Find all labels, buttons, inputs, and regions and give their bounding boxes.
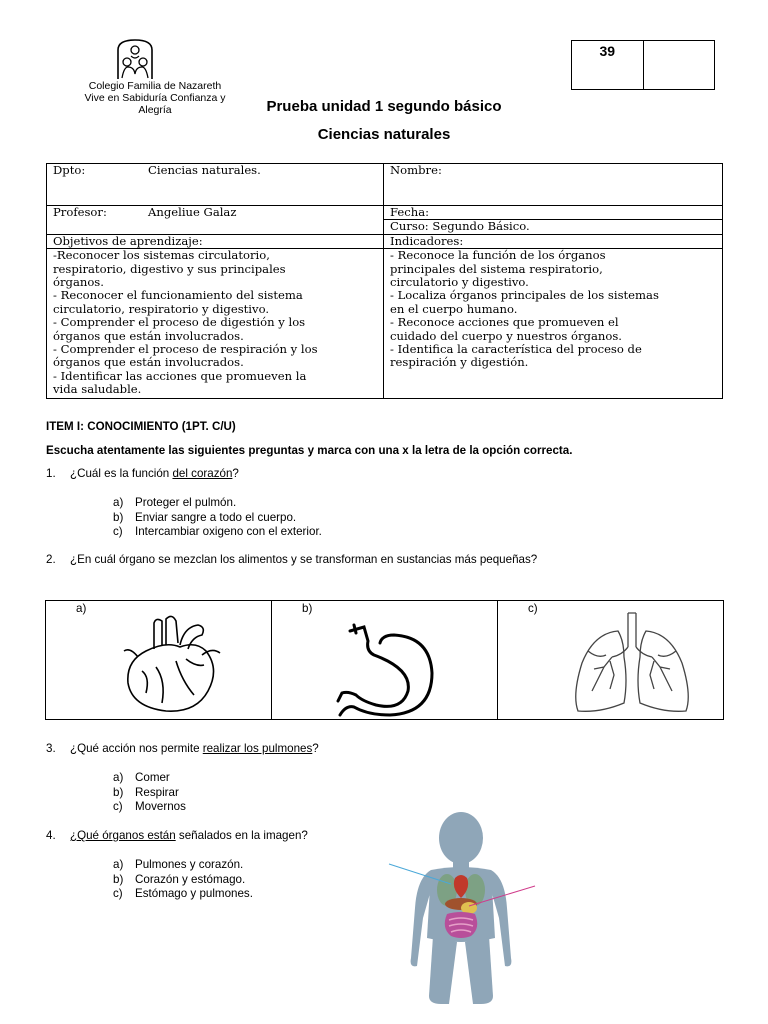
indicador-line: respiración y digestión.: [390, 355, 529, 370]
nombre-cell[interactable]: [384, 164, 723, 206]
score-blank[interactable]: [644, 41, 715, 89]
profesor-cell: [47, 206, 384, 235]
question-text: ?: [232, 467, 239, 480]
option-letter: b): [302, 602, 313, 615]
option-letter: c): [113, 800, 123, 814]
question-text: ¿Cuál es la función: [70, 467, 173, 480]
option-text: Estómago y pulmones.: [135, 887, 253, 901]
objetivo-line: órganos.: [53, 275, 104, 290]
option-text: Respirar: [135, 785, 179, 799]
objetivo-line: circulatorio, respiratorio y digestivo.: [53, 301, 270, 316]
profesor-value: Angeliue Galaz: [148, 205, 237, 219]
option-c[interactable]: [113, 887, 253, 902]
option-letter: c): [113, 525, 123, 539]
image-option-a[interactable]: [46, 601, 272, 719]
score-value: 39: [572, 41, 644, 89]
indicadores-label: Indicadores:: [390, 233, 464, 248]
option-text: Comer: [135, 771, 170, 784]
question-2: [46, 553, 537, 566]
option-b[interactable]: [113, 786, 186, 801]
page-subtitle: Ciencias naturales: [317, 126, 451, 143]
indicadores-list: [384, 249, 723, 398]
objetivo-line: respiratorio, digestivo y sus principales: [53, 261, 286, 276]
option-letter: b): [113, 785, 124, 799]
option-letter: c): [528, 602, 538, 615]
objetivo-line: -Reconocer los sistemas circulatorio,: [53, 248, 270, 263]
option-b[interactable]: [113, 511, 322, 526]
objetivo-line: órganos que están involucrados.: [53, 328, 244, 343]
question-4: [46, 829, 308, 842]
indicador-line: cuidado del cuerpo y nuestros órganos.: [390, 328, 622, 343]
body-organs-figure-icon: [385, 808, 537, 1006]
option-text: Pulmones y corazón.: [135, 858, 244, 871]
option-text: Enviar sangre a todo el cuerpo.: [135, 510, 297, 524]
curso-cell: [384, 220, 723, 234]
option-b[interactable]: [113, 873, 253, 888]
q1-options: [113, 496, 322, 540]
indicador-line: principales del sistema respiratorio,: [390, 261, 603, 276]
question-number: 2.: [46, 553, 56, 566]
option-text: Corazón y estómago.: [135, 872, 246, 886]
option-letter: a): [113, 858, 124, 871]
dpto-cell: [47, 164, 384, 206]
question-text-underlined: del corazón: [172, 467, 233, 480]
question-number: 4.: [46, 829, 56, 842]
school-logo: [112, 38, 158, 80]
nombre-label: Nombre:: [390, 163, 442, 177]
question-number: 3.: [46, 742, 56, 755]
question-text: ¿En cuál órgano se mezclan los alimentos y se transforman en sustancias más pequeñas?: [70, 553, 538, 566]
q3-options: [113, 771, 186, 815]
lungs-drawing-icon: [570, 611, 694, 715]
curso-value: Curso: Segundo Básico.: [390, 219, 530, 234]
question-text: ¿Qué acción nos permite: [70, 742, 203, 755]
score-box: [571, 40, 715, 90]
indicador-line: en el cuerpo humano.: [390, 301, 518, 316]
indicador-line: circulatorio y digestivo.: [390, 275, 529, 290]
indicador-line: - Localiza órganos principales de los sistemas: [390, 288, 659, 303]
objetivo-line: - Reconocer el funcionamiento del sistema: [53, 288, 303, 303]
item-instruction: Escucha atentamente las siguientes preguntas y marca con una x la letra de la opción correcta.: [46, 444, 573, 457]
profesor-label: Profesor:: [53, 205, 107, 219]
school-name: Colegio Familia de Nazareth: [88, 80, 222, 92]
objetivo-line: - Comprender el proceso de respiración y los: [53, 342, 318, 357]
option-c[interactable]: [113, 800, 186, 815]
objetivos-label: Objetivos de aprendizaje:: [53, 233, 203, 248]
objetivo-line: vida saludable.: [53, 382, 142, 397]
fecha-cell[interactable]: [384, 206, 723, 220]
option-a[interactable]: [113, 858, 253, 873]
page-title: Prueba unidad 1 segundo básico: [266, 98, 502, 115]
q4-options: [113, 858, 253, 902]
indicador-line: - Reconoce acciones que promueven el: [390, 315, 619, 330]
option-text: Intercambiar oxigeno con el exterior.: [135, 525, 322, 539]
objetivos-list: [47, 249, 384, 398]
question-3: [46, 742, 319, 755]
option-a[interactable]: [113, 771, 186, 786]
indicadores-header: [384, 234, 723, 248]
fecha-label: Fecha:: [390, 205, 430, 219]
question-text-underlined: realizar los pulmones: [202, 742, 313, 755]
question-text-underlined: ¿Qué órganos están: [70, 829, 176, 842]
option-letter: a): [113, 771, 124, 784]
option-letter: b): [113, 872, 124, 886]
objetivos-header: [47, 234, 384, 248]
option-letter: a): [113, 496, 124, 509]
image-option-c[interactable]: [498, 601, 723, 719]
option-a[interactable]: [113, 496, 322, 511]
objetivo-line: órganos que están involucrados.: [53, 355, 244, 370]
option-letter: b): [113, 510, 124, 524]
option-text: Movernos: [135, 800, 186, 814]
question-number: 1.: [46, 467, 56, 480]
school-motto-line2: Alegría: [138, 104, 172, 116]
q2-image-options: [45, 600, 724, 720]
option-text: Proteger el pulmón.: [135, 496, 237, 509]
heart-drawing-icon: [116, 611, 226, 715]
option-letter: c): [113, 887, 123, 901]
question-text: ?: [312, 742, 319, 755]
indicador-line: - Reconoce la función de los órganos: [390, 248, 606, 263]
question-1: [46, 467, 239, 480]
dpto-value: Ciencias naturales.: [148, 163, 261, 177]
info-table: [46, 163, 723, 399]
indicador-line: - Identifica la característica del proceso de: [390, 342, 642, 357]
item-heading: ITEM I: CONOCIMIENTO (1PT. C/U): [46, 420, 236, 433]
school-motto-line1: Vive en Sabiduría Confianza y: [84, 92, 226, 104]
image-option-b[interactable]: [272, 601, 498, 719]
dpto-label: Dpto:: [53, 163, 86, 177]
question-text: señalados en la imagen?: [175, 829, 308, 842]
objetivo-line: - Identificar las acciones que promueven la: [53, 368, 307, 383]
option-c[interactable]: [113, 525, 322, 540]
objetivo-line: - Comprender el proceso de digestión y los: [53, 315, 306, 330]
stomach-drawing-icon: [332, 621, 442, 717]
option-letter: a): [76, 602, 87, 615]
